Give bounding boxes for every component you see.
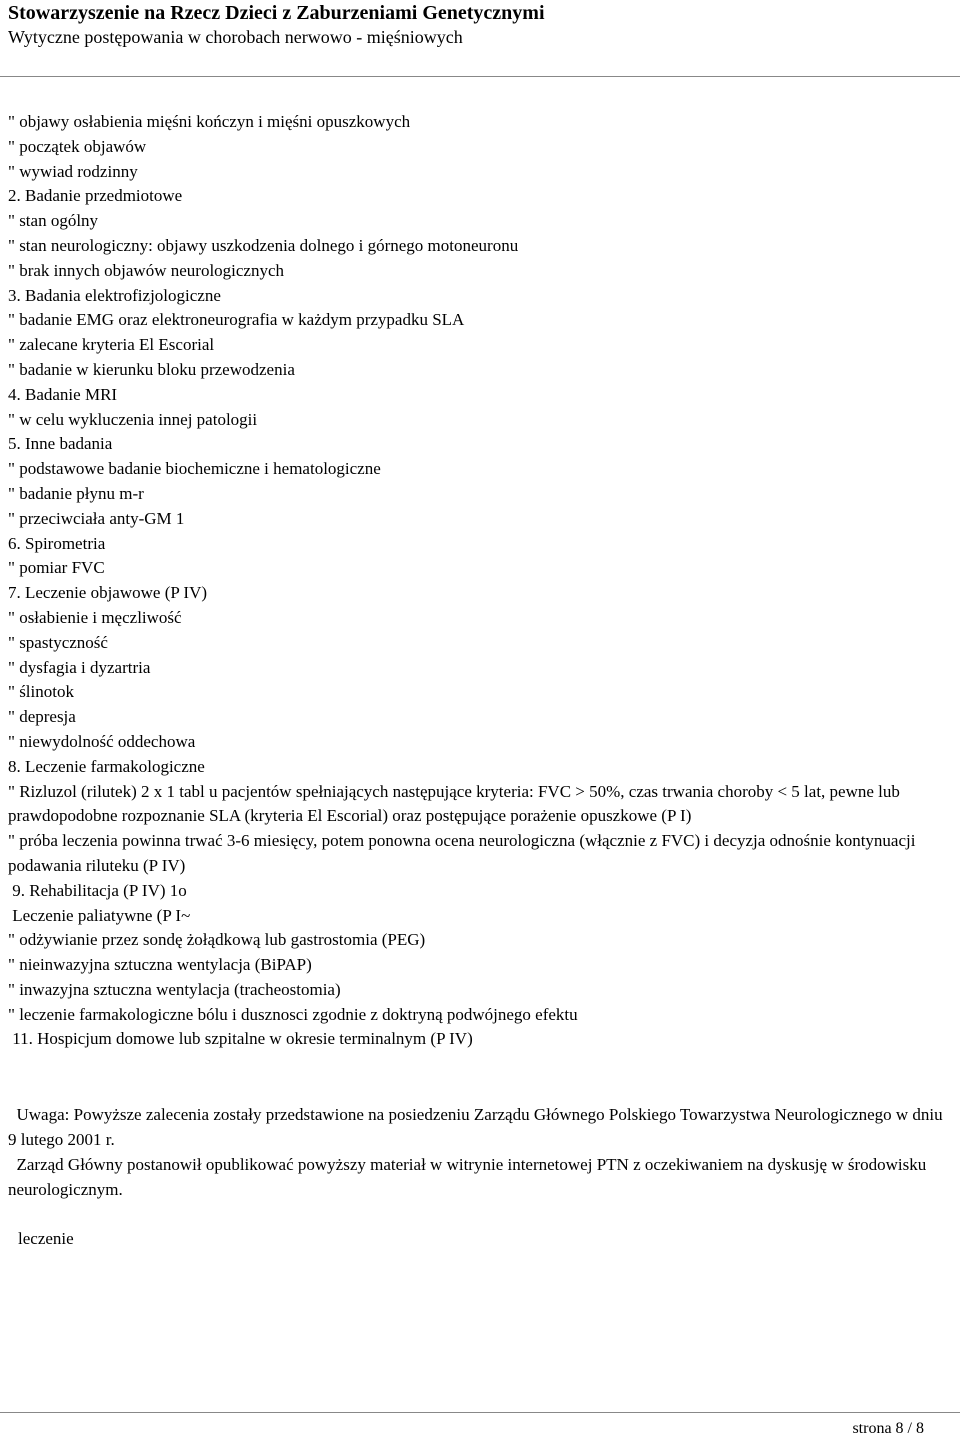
document-subtitle: Wytyczne postępowania w chorobach nerwowo - mięśniowych <box>8 27 463 47</box>
section-heading: 7. Leczenie objawowe (P IV) <box>8 583 208 603</box>
riluzole-paragraph: " Rizluzol (rilutek) 2 x 1 tabl u pacjentów spełniających następujące kryteria: FVC > 50%, czas trwania choroby < 5 lat, pewne lub prawdopodobne rozpoznanie SLA (kryteria El Escorial) oraz postępujące porażenie opuszkowe (P I) <box>8 781 900 826</box>
page-header <box>8 0 952 49</box>
list-line: " dysfagia i dyzartria <box>8 657 151 677</box>
list-line: " depresja <box>8 707 76 727</box>
list-line: " osłabienie i męczliwość <box>8 607 182 627</box>
list-line: " pomiar FVC <box>8 558 105 578</box>
list-line: " niewydolność oddechowa <box>8 731 196 751</box>
section-heading: 4. Badanie MRI <box>8 384 118 404</box>
note-paragraph <box>8 1102 952 1152</box>
list-line: " badanie w kierunku bloku przewodzenia <box>8 359 295 379</box>
guideline-content <box>8 110 952 1052</box>
section-heading: 8. Leczenie farmakologiczne <box>8 756 205 776</box>
list-line: " odżywianie przez sondę żołądkową lub gastrostomia (PEG) <box>8 930 426 950</box>
list-line: " badanie EMG oraz elektroneurografia w każdym przypadku SLA <box>8 310 465 330</box>
category-tag: leczenie <box>18 1229 74 1248</box>
section-heading: Leczenie paliatywne (P I~ <box>8 905 191 925</box>
list-line: " podstawowe badanie biochemiczne i hematologiczne <box>8 459 381 479</box>
footer-divider <box>0 1412 960 1413</box>
list-line: " stan ogólny <box>8 211 99 231</box>
section-heading: 11. Hospicjum domowe lub szpitalne w okresie terminalnym (P IV) <box>8 1029 473 1049</box>
list-line: " inwazyjna sztuczna wentylacja (tracheostomia) <box>8 979 341 999</box>
section-heading: 5. Inne badania <box>8 434 113 454</box>
list-line: " przeciwciała anty-GM 1 <box>8 508 185 528</box>
list-line: " nieinwazyjna sztuczna wentylacja (BiPAP) <box>8 955 312 975</box>
page-number: strona 8 / 8 <box>852 1420 924 1437</box>
notes-section <box>8 1102 952 1202</box>
header-divider <box>0 76 960 77</box>
treatment-trial-paragraph: " próba leczenia powinna trwać 3-6 miesięcy, potem ponowna ocena neurologiczna (włącznie z FVC) i decyzja odnośnie kontynuacji podawania riluteku (P IV) <box>8 831 916 875</box>
list-line: " leczenie farmakologiczne bólu i dusznosci zgodnie z doktryną podwójnego efektu <box>8 1004 578 1024</box>
document-title: Stowarzyszenie na Rzecz Dzieci z Zaburzeniami Genetycznymi <box>8 2 545 24</box>
list-line: " spastyczność <box>8 632 108 652</box>
list-line: " objawy osłabienia mięśni kończyn i mięśni opuszkowych <box>8 112 411 131</box>
list-line: " początek objawów <box>8 136 147 156</box>
note-text: Zarząd Główny postanowił opublikować powyższy materiał w witrynie internetowej PTN z oczekiwaniem na dyskusję w środowisku neurologicznym. <box>8 1155 927 1199</box>
section-heading: 9. Rehabilitacja (P IV) 1o <box>8 880 187 900</box>
list-line: " w celu wykluczenia innej patologii <box>8 409 258 429</box>
note-text: Uwaga: Powyższe zalecenia zostały przedstawione na posiedzeniu Zarządu Głównego Polskiego Towarzystwa Neurologicznego w dniu 9 lutego 2001 r. <box>8 1105 943 1149</box>
list-line: " ślinotok <box>8 682 74 702</box>
list-line: " stan neurologiczny: objawy uszkodzenia dolnego i górnego motoneuronu <box>8 235 519 255</box>
list-line: " wywiad rodzinny <box>8 161 138 181</box>
section-heading: 2. Badanie przedmiotowe <box>8 186 183 206</box>
section-heading: 6. Spirometria <box>8 533 106 553</box>
section-heading: 3. Badania elektrofizjologiczne <box>8 285 221 305</box>
list-line: " badanie płynu m-r <box>8 483 144 503</box>
note-paragraph <box>8 1152 952 1202</box>
list-line: " brak innych objawów neurologicznych <box>8 260 285 280</box>
list-line: " zalecane kryteria El Escorial <box>8 335 215 355</box>
